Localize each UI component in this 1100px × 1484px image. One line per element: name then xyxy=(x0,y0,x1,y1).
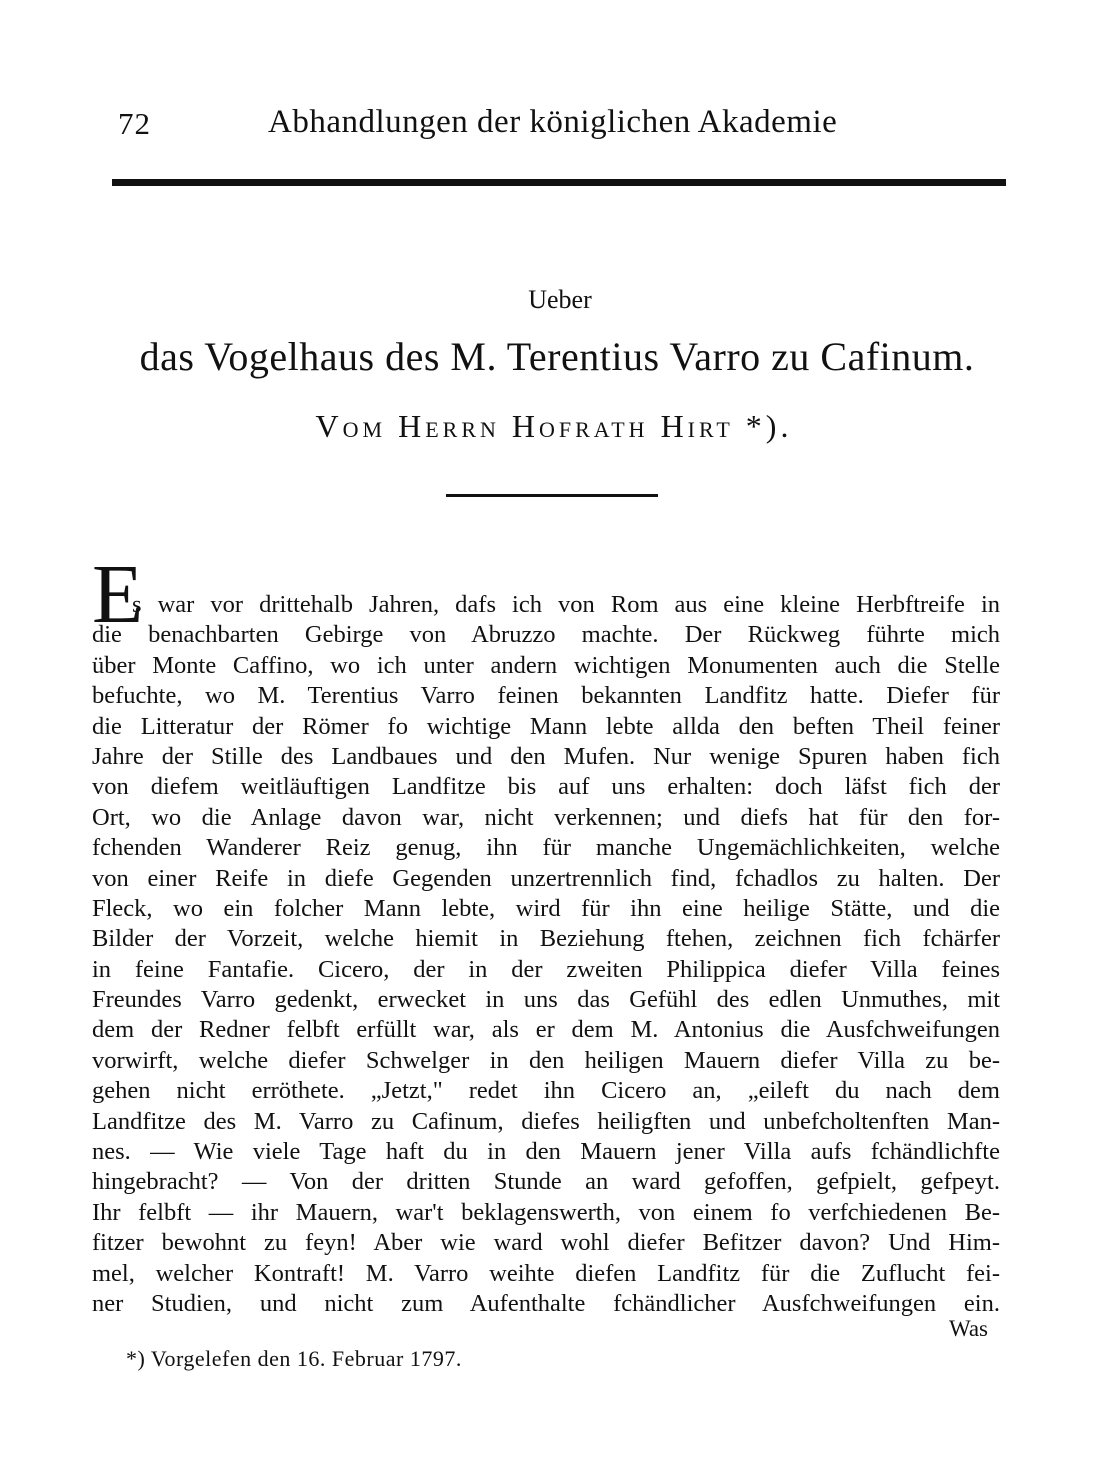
body-line: fchenden Wanderer Reiz genug, ihn für manche Ungemächlichkeiten, welche xyxy=(92,834,1000,862)
running-head: Abhandlungen der königlichen Akademie xyxy=(268,104,838,140)
article-author: Vom Herrn Hofrath Hirt *). xyxy=(315,408,793,444)
footnote: *) Vorgelefen den 16. Februar 1797. xyxy=(126,1346,462,1371)
body-line: dem der Redner felbft erfüllt war, als er dem M. Antonius die Ausfchweifungen xyxy=(92,1016,1000,1044)
body-line: die Litteratur der Römer fo wichtige Mann lebte allda den beften Theil feiner xyxy=(92,712,1000,740)
body-line: hingebracht? — Von der dritten Stunde an ward gefoffen, gefpielt, gefpeyt. xyxy=(92,1168,1000,1196)
drop-cap: E xyxy=(92,548,144,641)
body-line: Ihr felbft — ihr Mauern, war't beklagenswerth, von einem fo verfchiedenen Be- xyxy=(92,1198,1000,1226)
body-line: Freundes Varro gedenkt, erwecket in uns das Gefühl des edlen Unmuthes, mit xyxy=(92,986,1000,1014)
body-line: Ort, wo die Anlage davon war, nicht verkennen; und diefs hat für den for- xyxy=(92,803,1000,831)
body-line: fitzer bewohnt zu feyn! Aber wie ward wohl diefer Befitzer davon? Und Him- xyxy=(92,1229,1000,1257)
body-line: in feine Fantafie. Cicero, der in der zweiten Philippica diefer Villa feines xyxy=(92,955,1000,983)
body-line: befuchte, wo M. Terentius Varro feinen bekannten Landfitz hatte. Diefer für xyxy=(92,682,1000,710)
body-line: ner Studien, und nicht zum Aufenthalte fchändlicher Ausfchweifungen ein. xyxy=(92,1289,1000,1317)
catchword: Was xyxy=(948,1316,988,1341)
body-line: mel, welcher Kontraft! M. Varro weihte diefen Landfitz für die Zuflucht fei- xyxy=(92,1259,1000,1287)
body-line: Landfitze des M. Varro zu Cafinum, diefes heiligften und unbefcholtenften Man- xyxy=(92,1107,1000,1135)
body-line: die benachbarten Gebirge von Abruzzo machte. Der Rückweg führte mich xyxy=(92,621,1000,649)
body-line: gehen nicht erröthete. „Jetzt," redet ihn Cicero an, „eileft du nach dem xyxy=(92,1077,1000,1105)
body-text xyxy=(92,590,1000,1319)
title-prefix: Ueber xyxy=(528,285,592,314)
article-title: das Vogelhaus des M. Terentius Varro zu Cafinum. xyxy=(139,334,975,379)
body-line: von einer Reife in diefe Gegenden unzertrennlich find, fchadlos zu halten. Der xyxy=(92,864,1000,892)
body-line: vorwirft, welche diefer Schwelger in den heiligen Mauern diefer Villa zu be- xyxy=(92,1046,1000,1074)
body-line: s war vor drittehalb Jahren, dafs ich von Rom aus eine kleine Herbftreife in xyxy=(132,591,1000,618)
body-line: über Monte Caffino, wo ich unter andern wichtigen Monumenten auch die Stelle xyxy=(92,651,1000,679)
body-line: Jahre der Stille des Landbaues und den Mufen. Nur wenige Spuren haben fich xyxy=(92,742,1000,770)
body-line: von diefem weitläuftigen Landfitze bis auf uns erhalten: doch läfst fich der xyxy=(92,773,1000,801)
body-line: Fleck, wo ein folcher Mann lebte, wird für ihn eine heilige Stätte, und die xyxy=(92,894,1000,922)
body-line: nes. — Wie viele Tage haft du in den Mauern jener Villa aufs fchändlichfte xyxy=(92,1138,1000,1166)
title-rule xyxy=(446,494,658,497)
body-line: Bilder der Vorzeit, welche hiemit in Beziehung ftehen, zeichnen fich fchärfer xyxy=(92,925,1000,953)
page-number: 72 xyxy=(118,106,151,141)
header-rule xyxy=(112,179,1006,186)
